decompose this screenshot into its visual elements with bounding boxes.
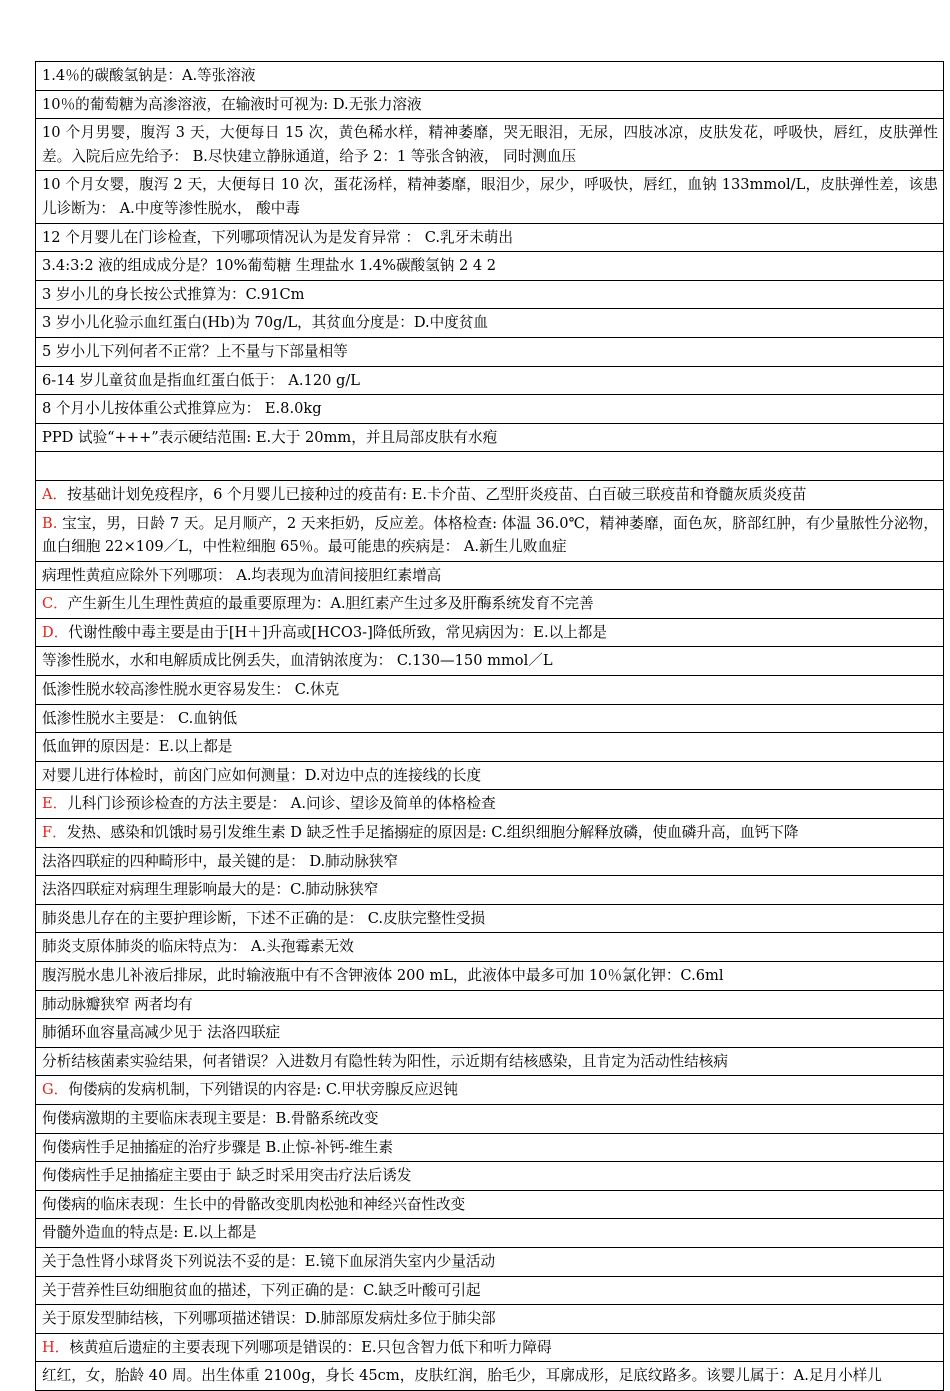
- question-answer-text: 核黄疸后遗症的主要表现下列哪项是错误的：E.只包含智力低下和听力障碍: [69, 1338, 552, 1356]
- table-cell: [36, 90, 944, 119]
- question-answer-text: 法洛四联症的四种畸形中，最关键的是： D.肺动脉狭窄: [42, 852, 399, 870]
- table-row: [36, 1019, 944, 1048]
- question-answer-text: 肺炎患儿存在的主要护理诊断，下述不正确的是： C.皮肤完整性受损: [42, 909, 486, 927]
- table-row: [36, 1247, 944, 1276]
- question-answer-text: 12 个月婴儿在门诊检查，下列哪项情况认为是发育异常 ： C.乳牙未萌出: [42, 228, 513, 246]
- table-cell: [36, 561, 944, 590]
- document-page: [35, 61, 944, 1391]
- question-answer-text: 关于营养性巨幼细胞贫血的描述，下列正确的是：C.缺乏叶酸可引起: [42, 1281, 481, 1299]
- question-answer-text: 发热、感染和饥饿时易引发维生素 D 缺乏性手足搐搦症的原因是: C.组织细胞分解释放磷，使血磷升高，血钙下降: [66, 824, 799, 842]
- question-answer-text: 3.4:3:2 液的组成成分是？10%葡萄糖 生理盐水 1.4%碳酸氢钠 2 4 2: [42, 257, 497, 275]
- question-answer-text: 佝偻病激期的主要临床表现主要是：B.骨骼系统改变: [42, 1109, 379, 1127]
- qa-table: [35, 61, 944, 1391]
- question-answer-text: PPD 试验“+++”表示硬结范围: E.大于 20mm，并且局部皮肤有水疱: [42, 428, 498, 446]
- table-row: [36, 395, 944, 424]
- table-cell: [36, 337, 944, 366]
- table-row: [36, 423, 944, 452]
- table-row: [36, 119, 944, 171]
- question-answer-text: 等渗性脱水，水和电解质成比例丢失，血清钠浓度为： C.130—150 mmol／L: [42, 652, 553, 670]
- table-row: [36, 337, 944, 366]
- table-row: [36, 252, 944, 281]
- table-row: [36, 847, 944, 876]
- table-cell: [36, 590, 944, 619]
- question-answer-text: 5 岁小儿下列何者不正常？上不量与下部量相等: [42, 342, 348, 360]
- table-row: [36, 90, 944, 119]
- table-cell: [36, 1333, 944, 1362]
- item-letter-label: G．: [42, 1081, 69, 1099]
- table-cell: [36, 366, 944, 395]
- table-row: [36, 647, 944, 676]
- table-row: [36, 1133, 944, 1162]
- question-answer-text: 关于急性肾小球肾炎下列说法不妥的是：E.镜下血尿消失室内少量活动: [42, 1252, 496, 1270]
- table-row: [36, 819, 944, 848]
- table-cell: [36, 904, 944, 933]
- table-cell: [36, 395, 944, 424]
- question-answer-text: 产生新生儿生理性黄疸的最重要原理为：A.胆红素产生过多及肝酶系统发育不完善: [67, 595, 594, 613]
- table-row: [36, 790, 944, 819]
- qa-table-body: [36, 62, 944, 1391]
- table-cell: [36, 423, 944, 452]
- table-cell: [36, 1305, 944, 1334]
- question-answer-text: 宝宝，男，日龄 7 天。足月顺产，2 天来拒奶，反应差。体格检查: 体温 36.0℃，精神萎靡，面色灰，脐部红肿，有少量脓性分泌物，血白细胞 22×109／L，中性粒细胞 65％。最可能患的疾病是： A.新生儿败血症: [42, 514, 938, 556]
- table-row: [36, 366, 944, 395]
- question-answer-text: 按基础计划免疫程序，6 个月婴儿已接种过的疫苗有: E.卡介苗、乙型肝炎疫苗、白百破三联疫苗和脊髓灰质炎疫苗: [67, 485, 807, 503]
- table-cell: [36, 171, 944, 223]
- table-row: [36, 1219, 944, 1248]
- question-answer-text: 10％的葡萄糖为高渗溶液，在输液时可视为: D.无张力溶液: [42, 95, 422, 113]
- table-cell: [36, 1162, 944, 1191]
- table-cell: [36, 1190, 944, 1219]
- table-row: [36, 1190, 944, 1219]
- table-row: [36, 452, 944, 481]
- table-row: [36, 618, 944, 647]
- table-row: [36, 561, 944, 590]
- table-row: [36, 1362, 944, 1391]
- table-cell: [36, 990, 944, 1019]
- table-cell: [36, 1362, 944, 1391]
- table-cell: [36, 1019, 944, 1048]
- table-row: [36, 590, 944, 619]
- table-cell: [36, 1276, 944, 1305]
- question-answer-text: 关于原发型肺结核，下列哪项描述错误：D.肺部原发病灶多位于肺尖部: [42, 1310, 496, 1328]
- table-row: [36, 62, 944, 91]
- table-row: [36, 704, 944, 733]
- table-cell: [36, 819, 944, 848]
- table-cell: [36, 480, 944, 509]
- table-cell: [36, 676, 944, 705]
- question-answer-text: 3 岁小儿的身长按公式推算为：C.91Cm: [42, 285, 305, 303]
- table-cell: [36, 761, 944, 790]
- table-row: [36, 1076, 944, 1105]
- table-row: [36, 223, 944, 252]
- table-row: [36, 309, 944, 338]
- table-cell: [36, 1219, 944, 1248]
- table-row: [36, 1333, 944, 1362]
- table-row: [36, 733, 944, 762]
- question-answer-text: 儿科门诊预诊检查的方法主要是： A.问诊、望诊及简单的体格检查: [67, 795, 496, 813]
- table-cell: [36, 962, 944, 991]
- question-answer-text: 肺动脉瓣狭窄 两者均有: [42, 995, 193, 1013]
- table-cell: [36, 309, 944, 338]
- question-answer-text: 佝偻病性手足抽搐症主要由于 缺乏时采用突击疗法后诱发: [42, 1167, 412, 1185]
- table-cell: [36, 119, 944, 171]
- table-row: [36, 1047, 944, 1076]
- table-cell: [36, 876, 944, 905]
- question-answer-text: 10 个月女婴，腹泻 2 天，大便每日 10 次，蛋花汤样，精神萎靡，眼泪少，尿少，呼吸快，唇红，血钠 133mmol/L，皮肤弹性差，该患儿诊断为： A.中度等渗性脱水， 酸中毒: [42, 176, 938, 217]
- table-cell: [36, 733, 944, 762]
- table-cell: [36, 62, 944, 91]
- table-cell: [36, 252, 944, 281]
- question-answer-text: 低血钾的原因是：E.以上都是: [42, 738, 233, 756]
- question-answer-text: 佝偻病的临床表现：生长中的骨骼改变肌肉松弛和神经兴奋性改变: [42, 1195, 466, 1213]
- question-answer-text: 佝偻病性手足抽搐症的治疗步骤是 B.止惊-补钙-维生素: [42, 1138, 393, 1156]
- item-letter-label: C．: [42, 595, 68, 613]
- table-cell: [36, 618, 944, 647]
- table-cell: [36, 1247, 944, 1276]
- question-answer-text: 低渗性脱水主要是： C.血钠低: [42, 709, 238, 727]
- question-answer-text: 分析结核菌素实验结果，何者错误？入进数月有隐性转为阳性，示近期有结核感染，且肯定为活动性结核病: [42, 1052, 728, 1070]
- table-cell: [36, 1133, 944, 1162]
- question-answer-text: 腹泻脱水患儿补液后排尿，此时输液瓶中有不含钾液体 200 mL，此液体中最多可加 10％氯化钾：C.6ml: [42, 967, 724, 984]
- table-cell: [36, 790, 944, 819]
- item-letter-label: F．: [42, 824, 67, 842]
- table-cell: [36, 1104, 944, 1133]
- question-answer-text: 病理性黄疸应除外下列哪项： A.均表现为血清间接胆红素增高: [42, 566, 442, 584]
- table-row: [36, 1305, 944, 1334]
- table-cell: [36, 704, 944, 733]
- table-row: [36, 962, 944, 991]
- question-answer-text: 佝偻病的发病机制，下列错误的内容是: C.甲状旁腺反应迟钝: [68, 1081, 458, 1099]
- table-row: [36, 509, 944, 561]
- question-answer-text: 6-14 岁儿童贫血是指血红蛋白低于： A.120 g/L: [42, 371, 360, 389]
- item-letter-label: H．: [42, 1338, 70, 1356]
- table-cell: [36, 847, 944, 876]
- table-row: [36, 904, 944, 933]
- item-letter-label: B.: [42, 514, 63, 532]
- table-row: [36, 990, 944, 1019]
- table-cell: [36, 223, 944, 252]
- question-answer-text: 骨髓外造血的特点是: E.以上都是: [42, 1224, 257, 1242]
- question-answer-text: 对婴儿进行体检时，前囟门应如何测量：D.对边中点的连接线的长度: [42, 766, 482, 784]
- table-row: [36, 876, 944, 905]
- question-answer-text: 法洛四联症对病理生理影响最大的是：C.肺动脉狭窄: [42, 881, 379, 899]
- table-row: [36, 761, 944, 790]
- question-answer-text: 3 岁小儿化验示血红蛋白(Hb)为 70g/L，其贫血分度是：D.中度贫血: [42, 314, 489, 332]
- question-answer-text: 低渗性脱水较高渗性脱水更容易发生： C.休克: [42, 681, 340, 699]
- table-cell: [36, 452, 944, 481]
- question-answer-text: 8 个月小儿按体重公式推算应为： E.8.0kg: [42, 400, 322, 418]
- table-cell: [36, 1076, 944, 1105]
- question-answer-text: 10 个月男婴，腹泻 3 天，大便每日 15 次，黄色稀水样，精神萎靡，哭无眼泪，无尿，四肢冰凉，皮肤发花，呼吸快，唇红，皮肤弹性差。入院后应先给予： B.尽快建立静脉通道，给予 2：1 等张含钠液， 同时测血压: [42, 124, 938, 165]
- table-cell: [36, 280, 944, 309]
- table-row: [36, 1162, 944, 1191]
- question-answer-text: 1.4％的碳酸氢钠是：A.等张溶液: [42, 67, 256, 84]
- table-row: [36, 1276, 944, 1305]
- table-row: [36, 171, 944, 223]
- item-letter-label: A．: [42, 485, 68, 503]
- item-letter-label: D．: [42, 623, 69, 641]
- table-cell: [36, 933, 944, 962]
- table-cell: [36, 509, 944, 561]
- table-cell: [36, 1047, 944, 1076]
- table-row: [36, 280, 944, 309]
- item-letter-label: E．: [42, 795, 68, 813]
- table-cell: [36, 647, 944, 676]
- question-answer-text: 代谢性酸中毒主要是由于[H＋]升高或[HCO3-]降低所致，常见病因为：E.以上都是: [68, 623, 607, 641]
- question-answer-text: 红红，女，胎龄 40 周。出生体重 2100g，身长 45cm，皮肤红润，胎毛少，耳廓成形，足底纹路多。该婴儿属于：A.足月小样儿: [42, 1367, 882, 1385]
- question-answer-text: 肺循环血容量高减少见于 法洛四联症: [42, 1024, 281, 1042]
- table-row: [36, 480, 944, 509]
- table-row: [36, 676, 944, 705]
- question-answer-text: 肺炎支原体肺炎的临床特点为： A.头孢霉素无效: [42, 938, 354, 956]
- table-row: [36, 933, 944, 962]
- table-row: [36, 1104, 944, 1133]
